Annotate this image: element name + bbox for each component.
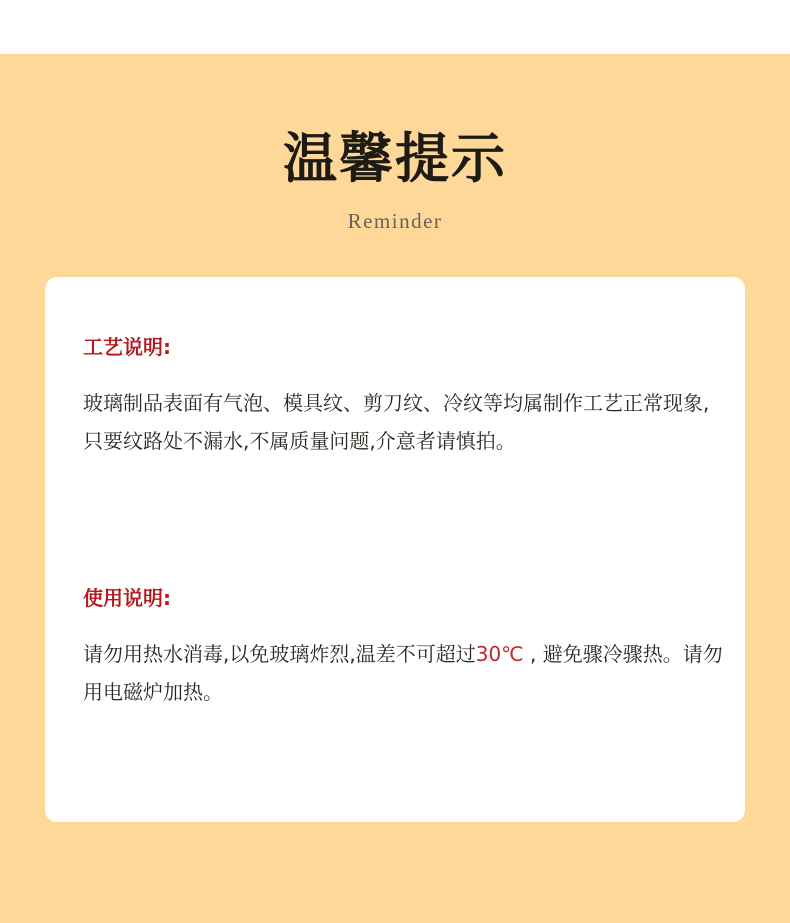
- usage-notes-heading: 使用说明:: [83, 586, 171, 610]
- usage-notes-text-end: , 避免骤冷骤热。请勿用电磁炉加热。: [83, 642, 723, 704]
- craft-notes-section: [83, 332, 723, 460]
- usage-notes-text: [83, 635, 723, 711]
- temperature-limit-highlight: 30℃: [475, 642, 524, 666]
- reminder-card: [45, 277, 745, 822]
- top-white-strip: [0, 0, 790, 54]
- usage-notes-text-start: 请勿用热水消毒,以免玻璃炸烈,温差不可超过: [83, 642, 476, 666]
- craft-notes-text: 玻璃制品表面有气泡、模具纹、剪刀纹、冷纹等均属制作工艺正常现象,只要纹路处不漏水,不属质量问题,介意者请慎拍。: [83, 391, 710, 453]
- craft-notes-heading: 工艺说明:: [83, 335, 171, 359]
- page-title: 温馨提示: [283, 126, 507, 190]
- usage-notes-section: [83, 583, 723, 711]
- page-subtitle: Reminder: [347, 209, 443, 233]
